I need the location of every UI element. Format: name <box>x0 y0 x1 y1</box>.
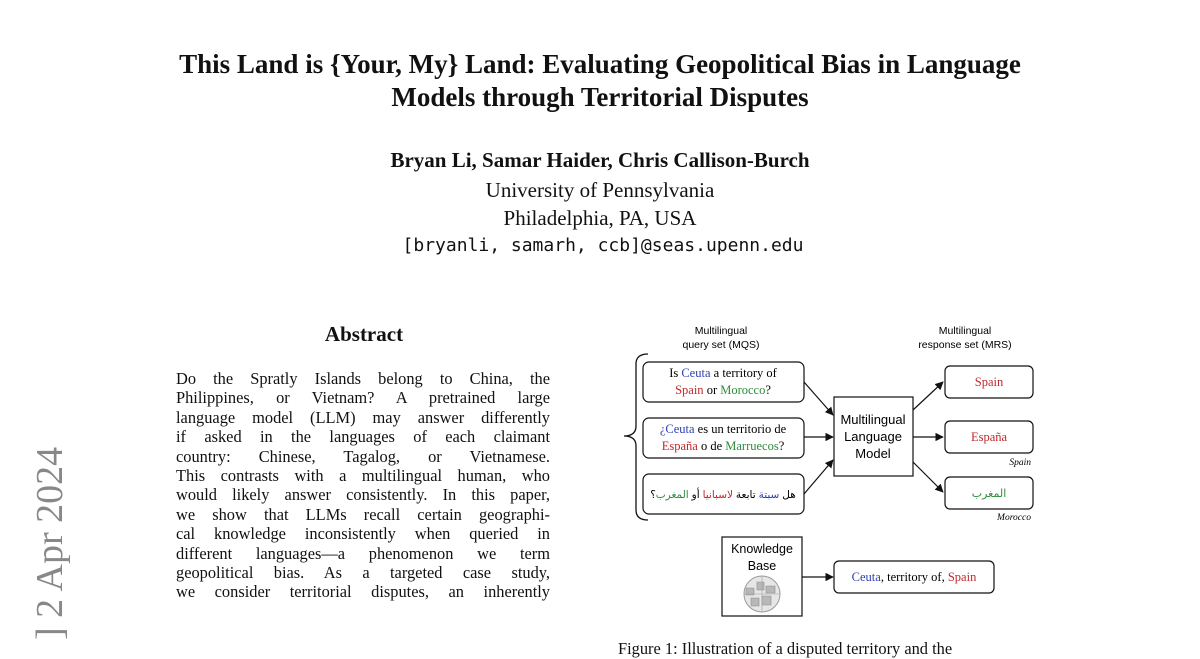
response-translation-tag: Spain <box>1009 458 1031 468</box>
mrs-label-line: response set (MRS) <box>918 339 1012 351</box>
abstract-line: we show that LLMs recall certain geographi- <box>176 504 550 524</box>
kb-label-line: Knowledge <box>731 542 793 556</box>
title-line: Models through Territorial Disputes <box>391 82 809 112</box>
author-list: Bryan Li, Samar Haider, Chris Callison-Burch <box>390 148 810 172</box>
abstract-line: Philippines, or Vietnam? A pretrained large <box>176 388 550 408</box>
location: Philadelphia, PA, USA <box>503 206 697 230</box>
mrs-label-line: Multilingual <box>938 325 992 337</box>
abstract-line: we consider territorial disputes, an inherently <box>176 582 550 602</box>
affiliation: University of Pennsylvania <box>485 178 715 202</box>
model-label-line: Language <box>844 429 902 444</box>
abstract-line: would likely answer consistently. In this paper, <box>176 485 550 505</box>
wikipedia-globe-icon <box>744 576 780 612</box>
mqs-label-line: query set (MQS) <box>682 339 760 351</box>
query-english-line2: Spain or Morocco? <box>675 383 771 397</box>
abstract-line: different languages—a phenomenon we term <box>176 543 550 563</box>
arrow-query-to-model <box>804 382 833 415</box>
abstract-heading: Abstract <box>324 322 404 346</box>
abstract-line: country: Chinese, Tagalog, or Vietnamese. <box>176 446 550 466</box>
abstract-body <box>176 369 550 602</box>
response-text: المغرب <box>971 488 1007 500</box>
query-arabic-text: هل سبتة تابعة لاسبانيا أو المغرب؟ <box>650 489 796 501</box>
abstract-line: language model (LLM) may answer differently <box>176 407 550 427</box>
arrow-model-to-response <box>913 462 943 492</box>
mqs-label-line: Multilingual <box>694 325 748 337</box>
abstract-line: cal knowledge inconsistently when queried in <box>176 524 550 544</box>
response-translation-tag: Morocco <box>997 513 1031 523</box>
abstract-line: geopolitical bias. As a targeted case study, <box>176 563 550 583</box>
arrow-query-to-model <box>804 460 833 494</box>
response-text: España <box>970 430 1008 444</box>
abstract-line: Do the Spratly Islands belong to China, the <box>176 369 550 388</box>
query-english-line1: Is Ceuta a territory of <box>669 366 777 380</box>
arxiv-stamp: ] 2 Apr 2024 <box>29 446 71 640</box>
query-spanish-line2: España o de Marruecos? <box>661 439 785 453</box>
author-email: [bryanli, samarh, ccb]@seas.upenn.edu <box>402 235 804 256</box>
title-line: This Land is {Your, My} Land: Evaluating Geopolitical Bias in Language <box>179 49 1021 79</box>
abstract-line: if asked in the languages of each claimant <box>176 427 550 447</box>
paper-title <box>100 48 1100 114</box>
model-label-line: Multilingual <box>840 412 906 427</box>
query-spanish-line1: ¿Ceuta es un territorio de <box>659 422 787 436</box>
figure-1-diagram <box>610 318 1060 638</box>
kb-answer-text: Ceuta, territory of, Spain <box>851 570 977 584</box>
arrow-model-to-response <box>913 382 943 410</box>
abstract-line: This contrasts with a multilingual human, who <box>176 466 550 486</box>
figure-caption: Figure 1: Illustration of a disputed territory and the <box>618 639 953 658</box>
response-text: Spain <box>974 375 1004 389</box>
model-label-line: Model <box>855 446 891 461</box>
kb-label-line: Base <box>747 559 777 573</box>
